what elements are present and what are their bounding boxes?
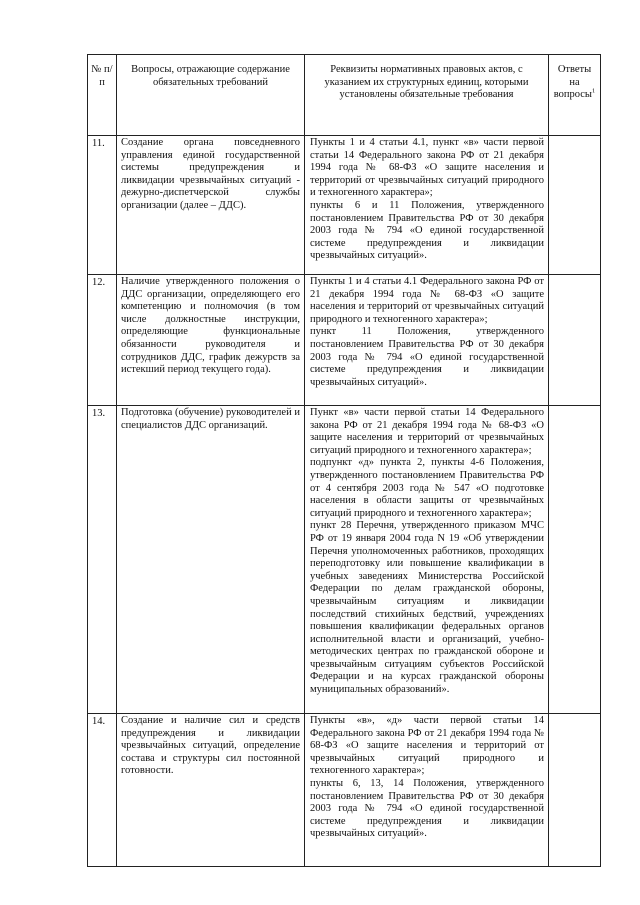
answer-cell[interactable] bbox=[549, 714, 601, 867]
row-number: 12. bbox=[88, 275, 117, 406]
reference-item: Пункты «в», «д» части первой статьи 14 Федерального закона РФ от 21 декабря 1994 года № 68-ФЗ «О защите населения и территорий от чрезвычайных ситуаций природного и техногенного характера»; bbox=[310, 715, 544, 777]
reference-item: пункты 6, 13, 14 Положения, утвержденного постановлением Правительства РФ от 30 декабря 2003 года № 794 «О единой государственной системе предупреждения и ликвидации чрезвычайных ситуаций». bbox=[310, 777, 544, 840]
row-number: 13. bbox=[88, 406, 117, 714]
table-row bbox=[88, 136, 601, 275]
question-text: Наличие утвержденного положения о ДДС организации, определяющего его компетенцию и полномочия (в том числе должностные инструкции, определяющие функциональные обязанности руководителя и сотрудников ДДС, график дежурств за истекший период текущего года). bbox=[117, 275, 305, 406]
requirements-table bbox=[87, 54, 601, 867]
footnote-marker: 1 bbox=[591, 87, 596, 95]
reference-item: Пункт «в» части первой статьи 14 Федерального закона РФ от 21 декабря 1994 года № 68-ФЗ «О защите населения и территорий от чрезвычайных ситуаций природного и техногенного характера»; bbox=[310, 407, 544, 456]
row-number: 11. bbox=[88, 136, 117, 275]
reference-item: Пункты 1 и 4 статьи 4.1, пункт «в» части первой статьи 14 Федерального закона РФ от 21 декабря 1994 года № 68-ФЗ «О защите населения и территорий от чрезвычайных ситуаций природного и техногенного характера»; bbox=[310, 137, 544, 199]
header-answers bbox=[549, 55, 601, 136]
header-number: № п/п bbox=[88, 55, 117, 136]
answer-cell[interactable] bbox=[549, 275, 601, 406]
reference-item: пункт 11 Положения, утвержденного постановлением Правительства РФ от 30 декабря 2003 года № 794 «О единой государственной системе предупреждения и ликвидации чрезвычайных ситуаций». bbox=[310, 326, 544, 388]
legal-references bbox=[305, 136, 549, 275]
legal-references bbox=[305, 275, 549, 406]
table-row bbox=[88, 714, 601, 867]
legal-references bbox=[305, 714, 549, 867]
question-text: Создание и наличие сил и средств предупреждения и ликвидации чрезвычайных ситуаций, определение состава и структуры сил постоянной готовности. bbox=[117, 714, 305, 867]
reference-item: подпункт «д» пункта 2, пункты 4-6 Положения, утвержденного постановлением Правительства РФ от 4 сентября 2003 года № 547 «О подготовке населения в области защиты от чрезвычайных ситуаций природного и техногенного характера»; bbox=[310, 457, 544, 519]
row-number: 14. bbox=[88, 714, 117, 867]
table-header-row bbox=[88, 55, 601, 136]
question-text: Подготовка (обучение) руководителей и специалистов ДДС организаций. bbox=[117, 406, 305, 714]
answer-cell[interactable] bbox=[549, 406, 601, 714]
reference-item: Пункты 1 и 4 статьи 4.1 Федерального закона РФ от 21 декабря 1994 года № 68-ФЗ «О защите населения и территорий от чрезвычайных ситуаций природного и техногенного характера»; bbox=[310, 276, 544, 325]
question-text: Создание органа повседневного управления единой государственной системы предупреждения и ликвидации чрезвычайных ситуаций - дежурно-диспетчерской службы организации (далее – ДДС). bbox=[117, 136, 305, 275]
header-questions: Вопросы, отражающие содержание обязательных требований bbox=[117, 55, 305, 136]
table-row bbox=[88, 275, 601, 406]
answer-cell[interactable] bbox=[549, 136, 601, 275]
header-legal-references: Реквизиты нормативных правовых актов, с указанием их структурных единиц, которыми установлены обязательные требования bbox=[305, 55, 549, 136]
legal-references bbox=[305, 406, 549, 714]
header-answers-label: Ответы на вопросы bbox=[553, 64, 592, 101]
table-row bbox=[88, 406, 601, 714]
reference-item: пункт 28 Перечня, утвержденного приказом МЧС РФ от 19 января 2004 года N 19 «Об утверждении Перечня уполномоченных работников, проходящих переподготовку или повышение квалификации в учебных заведениях Министерства Российской Федерации по делам гражданской обороны, чрезвычайным ситуациям и ликвидации последствий стихийных бедствий, учреждениях повышения квалификации федеральных органов исполнительной власти и организаций, учебно-методических центрах по гражданской обороне и чрезвычайным ситуациям субъектов Российской Федерации и на курсах гражданской обороны муниципальных образований». bbox=[310, 520, 544, 696]
reference-item: пункты 6 и 11 Положения, утвержденного постановлением Правительства РФ от 30 декабря 2003 года № 794 «О единой государственной системе предупреждения и ликвидации чрезвычайных ситуаций». bbox=[310, 199, 544, 262]
